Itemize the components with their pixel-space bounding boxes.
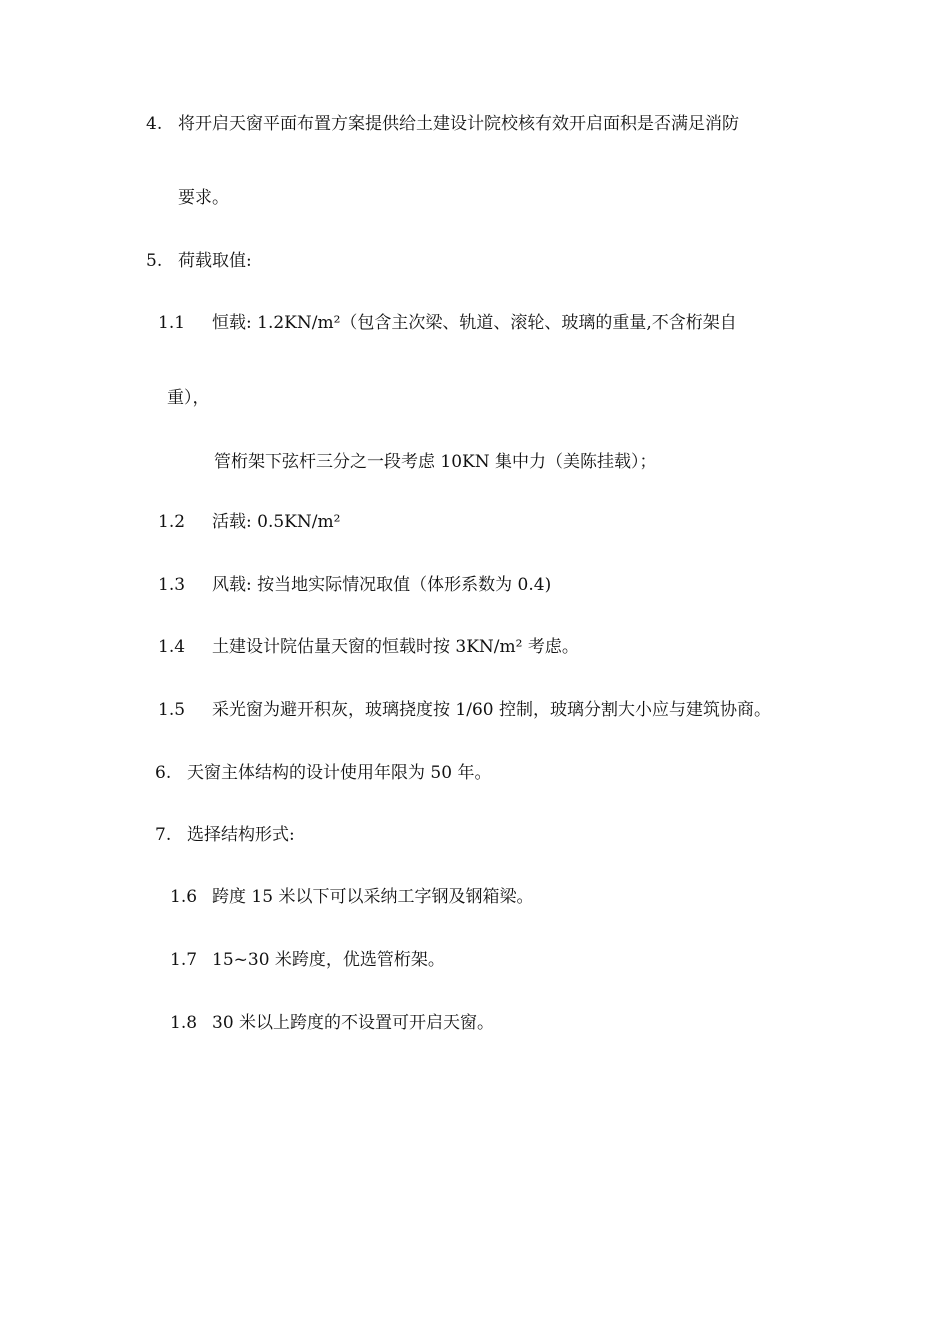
item-text: 要求。 [178,188,229,208]
item-1-1 [158,311,737,335]
item-number: 1.1 [158,313,186,333]
item-text: 管桁架下弦杆三分之一段考虑 10KN 集中力（美陈挂载）； [214,452,657,472]
item-text: 重）， [167,388,210,408]
item-1-2 [158,510,340,534]
item-number: 1.7 [170,950,198,970]
item-number: 4. [146,114,163,134]
item-number: 1.2 [158,512,186,532]
item-number: 6. [155,763,172,783]
item-number: 1.3 [158,575,186,595]
item-text: 选择结构形式: [187,825,295,845]
item-text: 跨度 15 米以下可以采纳工字钢及钢箱梁。 [212,887,534,907]
item-1-8 [170,1011,494,1035]
item-text: 采光窗为避开积灰，玻璃挠度按 1/60 控制，玻璃分割大小应与建筑协商。 [212,700,771,720]
item-text: 荷载取值: [178,251,252,271]
item-4 [146,112,739,136]
item-5 [146,249,252,273]
item-text: 30 米以上跨度的不设置可开启天窗。 [212,1013,495,1033]
item-6 [155,761,491,785]
item-text: 将开启天窗平面布置方案提供给土建设计院校核有效开启面积是否满足消防 [178,114,739,134]
item-1-1-note [214,450,657,474]
item-number: 1.6 [170,887,198,907]
item-number: 7. [155,825,172,845]
item-text: 风载: 按当地实际情况取值（体形系数为 0.4) [212,575,552,595]
item-1-3 [158,573,551,597]
item-text: 恒载: 1.2KN/m²（包含主次梁、轨道、滚轮、玻璃的重量,不含桁架自 [212,313,737,333]
item-1-7 [170,948,445,972]
item-1-5 [158,698,771,722]
item-1-6 [170,885,533,909]
item-7 [155,823,295,847]
item-4-continuation [178,186,229,210]
item-1-4 [158,635,579,659]
item-number: 1.5 [158,700,186,720]
item-number: 1.8 [170,1013,198,1033]
item-number: 1.4 [158,637,186,657]
item-number: 5. [146,251,163,271]
item-text: 天窗主体结构的设计使用年限为 50 年。 [187,763,492,783]
item-text: 活载: 0.5KN/m² [212,512,341,532]
item-text: 土建设计院估量天窗的恒载时按 3KN/m² 考虑。 [212,637,579,657]
item-1-1-continuation [167,386,210,410]
item-text: 15~30 米跨度，优选管桁架。 [212,950,445,970]
